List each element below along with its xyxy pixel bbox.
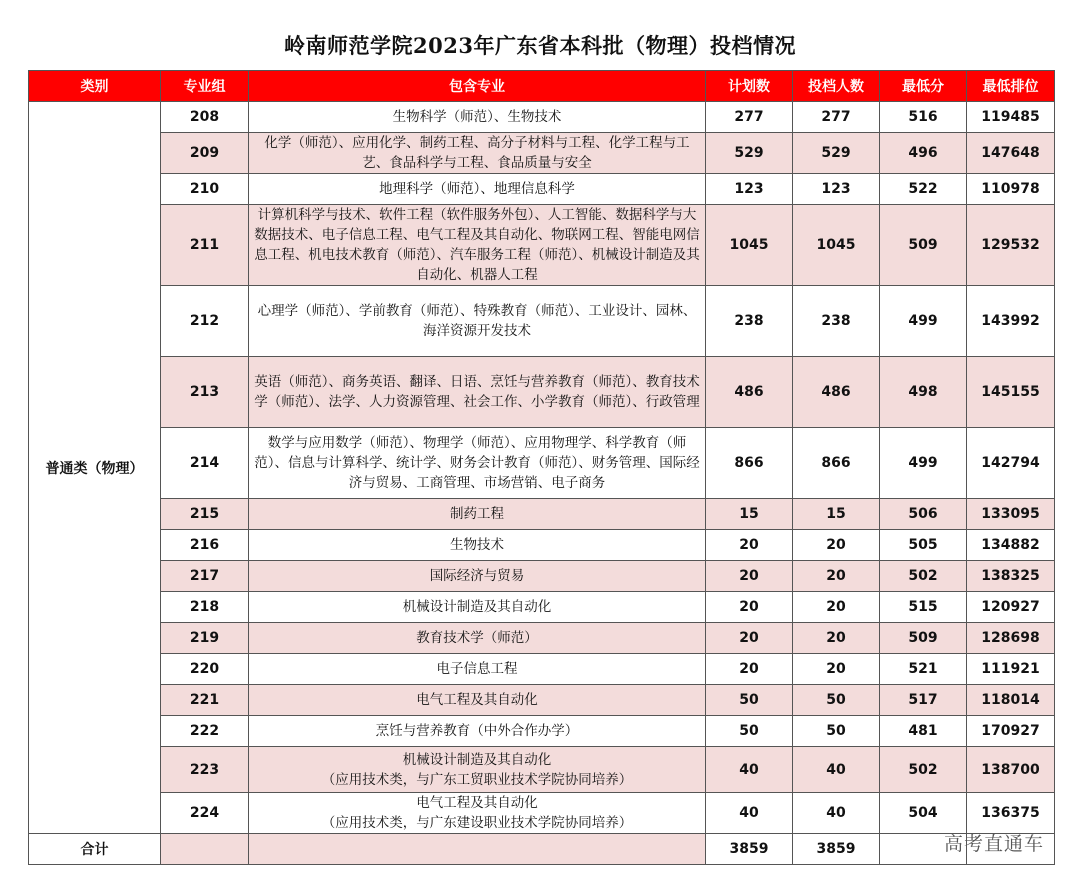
majors-cell: 电气工程及其自动化 (249, 685, 706, 716)
min-rank-cell: 136375 (967, 793, 1055, 834)
majors-cell: 心理学（师范）、学前教育（师范）、特殊教育（师范）、工业设计、园林、海洋资源开发技术 (249, 286, 706, 357)
min-rank-cell: 118014 (967, 685, 1055, 716)
min-score-cell: 509 (880, 205, 967, 286)
majors-cell: 制药工程 (249, 499, 706, 530)
min-score-cell: 502 (880, 747, 967, 793)
min-score-cell: 509 (880, 623, 967, 654)
group-cell: 219 (161, 623, 249, 654)
min-rank-cell: 138700 (967, 747, 1055, 793)
plan-cell: 277 (706, 102, 793, 133)
majors-cell: 地理科学（师范）、地理信息科学 (249, 174, 706, 205)
table-row (29, 174, 1055, 205)
majors-cell: 英语（师范）、商务英语、翻译、日语、烹饪与营养教育（师范）、教育技术学（师范）、法学、人力资源管理、社会工作、小学教育（师范）、行政管理 (249, 357, 706, 428)
table-row (29, 592, 1055, 623)
table-row (29, 428, 1055, 499)
plan-cell: 20 (706, 592, 793, 623)
min-score-cell: 505 (880, 530, 967, 561)
majors-cell: 机械设计制造及其自动化 (249, 592, 706, 623)
group-cell: 208 (161, 102, 249, 133)
admission-table (28, 70, 1055, 865)
admitted-cell: 20 (793, 530, 880, 561)
majors-cell: 电气工程及其自动化 （应用技术类，与广东建设职业技术学院协同培养） (249, 793, 706, 834)
total-admitted: 3859 (793, 834, 880, 865)
min-rank-cell: 138325 (967, 561, 1055, 592)
admitted-cell: 866 (793, 428, 880, 499)
min-rank-cell: 120927 (967, 592, 1055, 623)
min-score-cell: 515 (880, 592, 967, 623)
min-rank-cell: 134882 (967, 530, 1055, 561)
table-row (29, 716, 1055, 747)
min-score-cell: 522 (880, 174, 967, 205)
group-cell: 216 (161, 530, 249, 561)
majors-cell: 化学（师范）、应用化学、制药工程、高分子材料与工程、化学工程与工艺、食品科学与工程、食品质量与安全 (249, 133, 706, 174)
table-row (29, 133, 1055, 174)
majors-cell: 教育技术学（师范） (249, 623, 706, 654)
admitted-cell: 15 (793, 499, 880, 530)
admitted-cell: 1045 (793, 205, 880, 286)
group-cell: 221 (161, 685, 249, 716)
group-cell: 217 (161, 561, 249, 592)
majors-cell: 国际经济与贸易 (249, 561, 706, 592)
watermark-text: 高考直通车 (944, 833, 1045, 855)
header-majors: 包含专业 (249, 71, 706, 102)
admitted-cell: 50 (793, 716, 880, 747)
min-rank-cell: 145155 (967, 357, 1055, 428)
admitted-cell: 529 (793, 133, 880, 174)
table-row (29, 623, 1055, 654)
group-cell: 218 (161, 592, 249, 623)
header-group: 专业组 (161, 71, 249, 102)
admitted-cell: 238 (793, 286, 880, 357)
admitted-cell: 20 (793, 623, 880, 654)
min-score-cell: 521 (880, 654, 967, 685)
group-cell: 220 (161, 654, 249, 685)
min-rank-cell: 147648 (967, 133, 1055, 174)
group-cell: 210 (161, 174, 249, 205)
plan-cell: 866 (706, 428, 793, 499)
min-rank-cell: 110978 (967, 174, 1055, 205)
min-score-cell: 517 (880, 685, 967, 716)
group-cell: 213 (161, 357, 249, 428)
min-score-cell: 481 (880, 716, 967, 747)
majors-cell: 电子信息工程 (249, 654, 706, 685)
min-score-cell: 499 (880, 286, 967, 357)
header-min-score: 最低分 (880, 71, 967, 102)
page-title: 岭南师范学院2023年广东省本科批（物理）投档情况 (284, 33, 796, 58)
group-cell: 223 (161, 747, 249, 793)
majors-cell: 烹饪与营养教育（中外合作办学） (249, 716, 706, 747)
total-row (29, 834, 1055, 865)
table-row (29, 685, 1055, 716)
header-plan: 计划数 (706, 71, 793, 102)
group-cell: 209 (161, 133, 249, 174)
min-rank-cell: 143992 (967, 286, 1055, 357)
admitted-cell: 20 (793, 592, 880, 623)
table-row (29, 357, 1055, 428)
majors-cell: 数学与应用数学（师范）、物理学（师范）、应用物理学、科学教育（师范）、信息与计算科学、统计学、财务会计教育（师范）、财务管理、国际经济与贸易、工商管理、市场营销、电子商务 (249, 428, 706, 499)
min-score-cell: 502 (880, 561, 967, 592)
plan-cell: 123 (706, 174, 793, 205)
plan-cell: 40 (706, 747, 793, 793)
group-cell: 222 (161, 716, 249, 747)
total-label: 合计 (29, 834, 161, 865)
min-rank-cell: 119485 (967, 102, 1055, 133)
table-row (29, 530, 1055, 561)
admitted-cell: 50 (793, 685, 880, 716)
min-score-cell: 499 (880, 428, 967, 499)
table-row (29, 654, 1055, 685)
min-score-cell: 496 (880, 133, 967, 174)
plan-cell: 529 (706, 133, 793, 174)
min-score-cell: 506 (880, 499, 967, 530)
plan-cell: 15 (706, 499, 793, 530)
admitted-cell: 20 (793, 654, 880, 685)
plan-cell: 20 (706, 561, 793, 592)
header-category: 类别 (29, 71, 161, 102)
min-rank-cell: 133095 (967, 499, 1055, 530)
group-cell: 224 (161, 793, 249, 834)
majors-cell: 计算机科学与技术、软件工程（软件服务外包）、人工智能、数据科学与大数据技术、电子信息工程、电气工程及其自动化、物联网工程、智能电网信息工程、机电技术教育（师范）、汽车服务工程（师范）、机械设计制造及其自动化、机器人工程 (249, 205, 706, 286)
group-cell: 214 (161, 428, 249, 499)
category-cell: 普通类（物理） (29, 102, 161, 834)
group-cell: 212 (161, 286, 249, 357)
min-rank-cell: 142794 (967, 428, 1055, 499)
table-row (29, 205, 1055, 286)
plan-cell: 20 (706, 530, 793, 561)
min-rank-cell: 129532 (967, 205, 1055, 286)
min-score-cell: 498 (880, 357, 967, 428)
table-row (29, 499, 1055, 530)
min-rank-cell: 170927 (967, 716, 1055, 747)
plan-cell: 20 (706, 654, 793, 685)
plan-cell: 486 (706, 357, 793, 428)
total-empty-cell (161, 834, 249, 865)
min-score-cell: 516 (880, 102, 967, 133)
table-row (29, 793, 1055, 834)
plan-cell: 40 (706, 793, 793, 834)
admitted-cell: 40 (793, 793, 880, 834)
table-row (29, 747, 1055, 793)
plan-cell: 50 (706, 685, 793, 716)
plan-cell: 50 (706, 716, 793, 747)
admitted-cell: 486 (793, 357, 880, 428)
group-cell: 211 (161, 205, 249, 286)
majors-cell: 生物技术 (249, 530, 706, 561)
majors-cell: 生物科学（师范）、生物技术 (249, 102, 706, 133)
group-cell: 215 (161, 499, 249, 530)
min-score-cell: 504 (880, 793, 967, 834)
table-header-row (29, 71, 1055, 102)
majors-cell: 机械设计制造及其自动化 （应用技术类，与广东工贸职业技术学院协同培养） (249, 747, 706, 793)
admitted-cell: 123 (793, 174, 880, 205)
plan-cell: 20 (706, 623, 793, 654)
admitted-cell: 40 (793, 747, 880, 793)
table-row (29, 102, 1055, 133)
plan-cell: 1045 (706, 205, 793, 286)
min-rank-cell: 111921 (967, 654, 1055, 685)
total-empty-cell (249, 834, 706, 865)
header-admitted: 投档人数 (793, 71, 880, 102)
min-rank-cell: 128698 (967, 623, 1055, 654)
header-min-rank: 最低排位 (967, 71, 1055, 102)
plan-cell: 238 (706, 286, 793, 357)
table-row (29, 286, 1055, 357)
admitted-cell: 20 (793, 561, 880, 592)
total-plan: 3859 (706, 834, 793, 865)
table-row (29, 561, 1055, 592)
admitted-cell: 277 (793, 102, 880, 133)
